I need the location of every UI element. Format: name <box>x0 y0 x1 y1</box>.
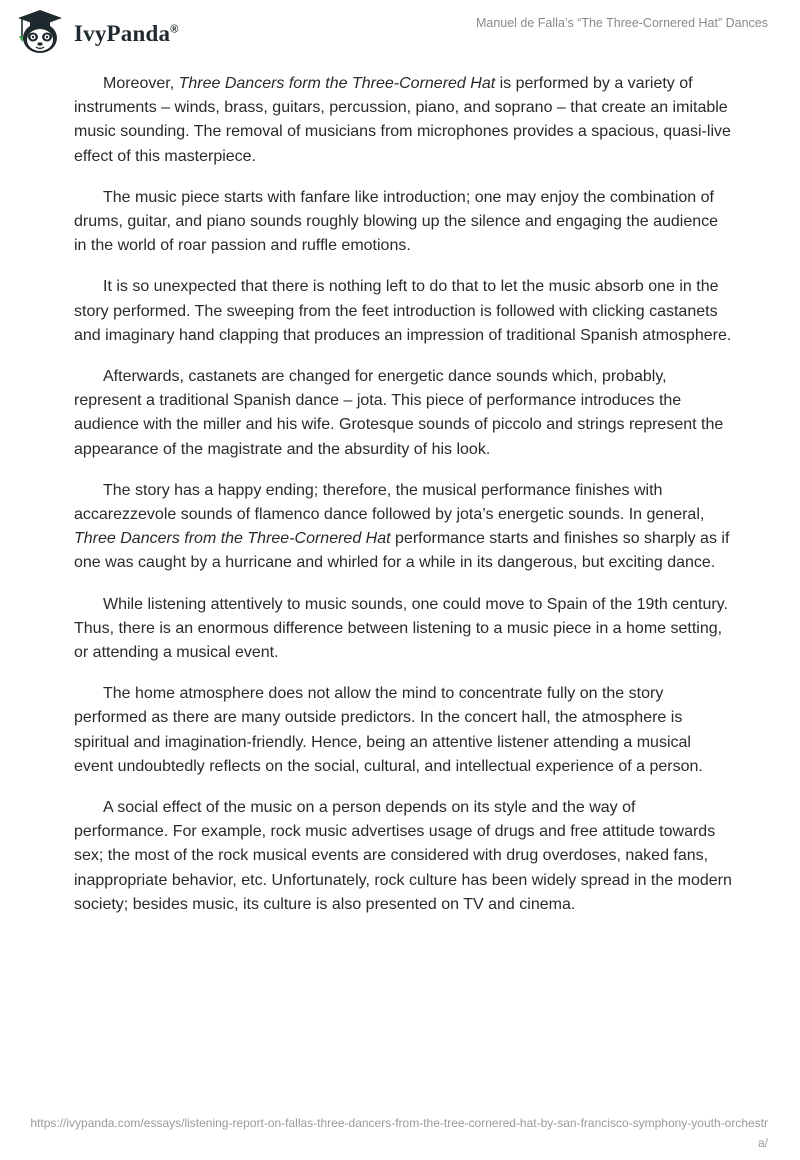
source-url[interactable]: https://ivypanda.com/essays/listening-report-on-fallas-three-dancers-from-the-tree-cornered-hat-by-san-francisco-symphony-youth-orchestra/ <box>30 1116 768 1150</box>
paragraph: While listening attentively to music sounds, one could move to Spain of the 19th century. Thus, there is an enormous difference between listening to a music piece in a home setting, or attending a musical event. <box>74 595 728 662</box>
paragraph: A social effect of the music on a person depends on its style and the way of performance. For example, rock music advertises usage of drugs and free attitude towards sex; the most of the rock musical events are considered with drug overdoses, naked fans, inappropriate behavior, etc. Unfortunately, rock culture has been widely spread in the modern society; besides music, its culture is also presented on TV and cinema. <box>74 799 732 913</box>
logo[interactable] <box>12 6 179 58</box>
paragraph: The story has a happy ending; therefore, the musical performance finishes with accarezzevole sounds of flamenco dance followed by jota’s energetic sounds. In general, Three Dancers from the Three-Cornered Hat performance starts and finishes so sharply as if one was caught by a hurricane and whirled for a while in its dangerous, but exciting dance. <box>74 481 730 572</box>
essay-body <box>74 72 734 934</box>
page-header <box>0 0 800 70</box>
work-title: Three Dancers form the Three-Cornered Hat <box>178 75 496 92</box>
paragraph: The home atmosphere does not allow the mind to concentrate fully on the story performed as there are many outside predictors. In the concert hall, the atmosphere is spiritual and imagination-friendly. Hence, being an attentive listener attending a musical event undoubtedly reflects on the social, cultural, and intellectual experience of a person. <box>74 685 703 775</box>
document-title: Manuel de Falla’s “The Three-Cornered Hat” Dances <box>475 16 768 30</box>
work-title: Three Dancers from the Three-Cornered Hat <box>74 530 391 548</box>
paragraph: The music piece starts with fanfare like introduction; one may enjoy the combination of drums, guitar, and piano sounds roughly blowing up the silence and engaging the audience in the world of roar passion and ruffle emotions. <box>74 188 719 255</box>
panda-logo-icon <box>12 6 68 58</box>
paragraph: Afterwards, castanets are changed for energetic dance sounds which, probably, represent a traditional Spanish dance – jota. This piece of performance introduces the audience with the miller and his wife. Grotesque sounds of piccolo and strings represent the appearance of the magistrate and the absurdity of his look. <box>74 368 724 458</box>
paragraph: Moreover, Three Dancers form the Three-Cornered Hat is performed by a variety of instruments – winds, brass, guitars, percussion, piano, and soprano – that create an imitable music sounding. The removal of musicians from microphones provides a spacious, quasi-live effect of this masterpiece. <box>74 75 731 165</box>
brand-name: IvyPanda® <box>74 21 179 46</box>
trademark-symbol: ® <box>170 23 179 36</box>
paragraph: It is so unexpected that there is nothing left to do that to let the music absorb one in the story performed. The sweeping from the feet introduction is followed with clicking castanets and imaginary hand clapping that produces an impression of traditional Spanish atmosphere. <box>74 278 732 344</box>
